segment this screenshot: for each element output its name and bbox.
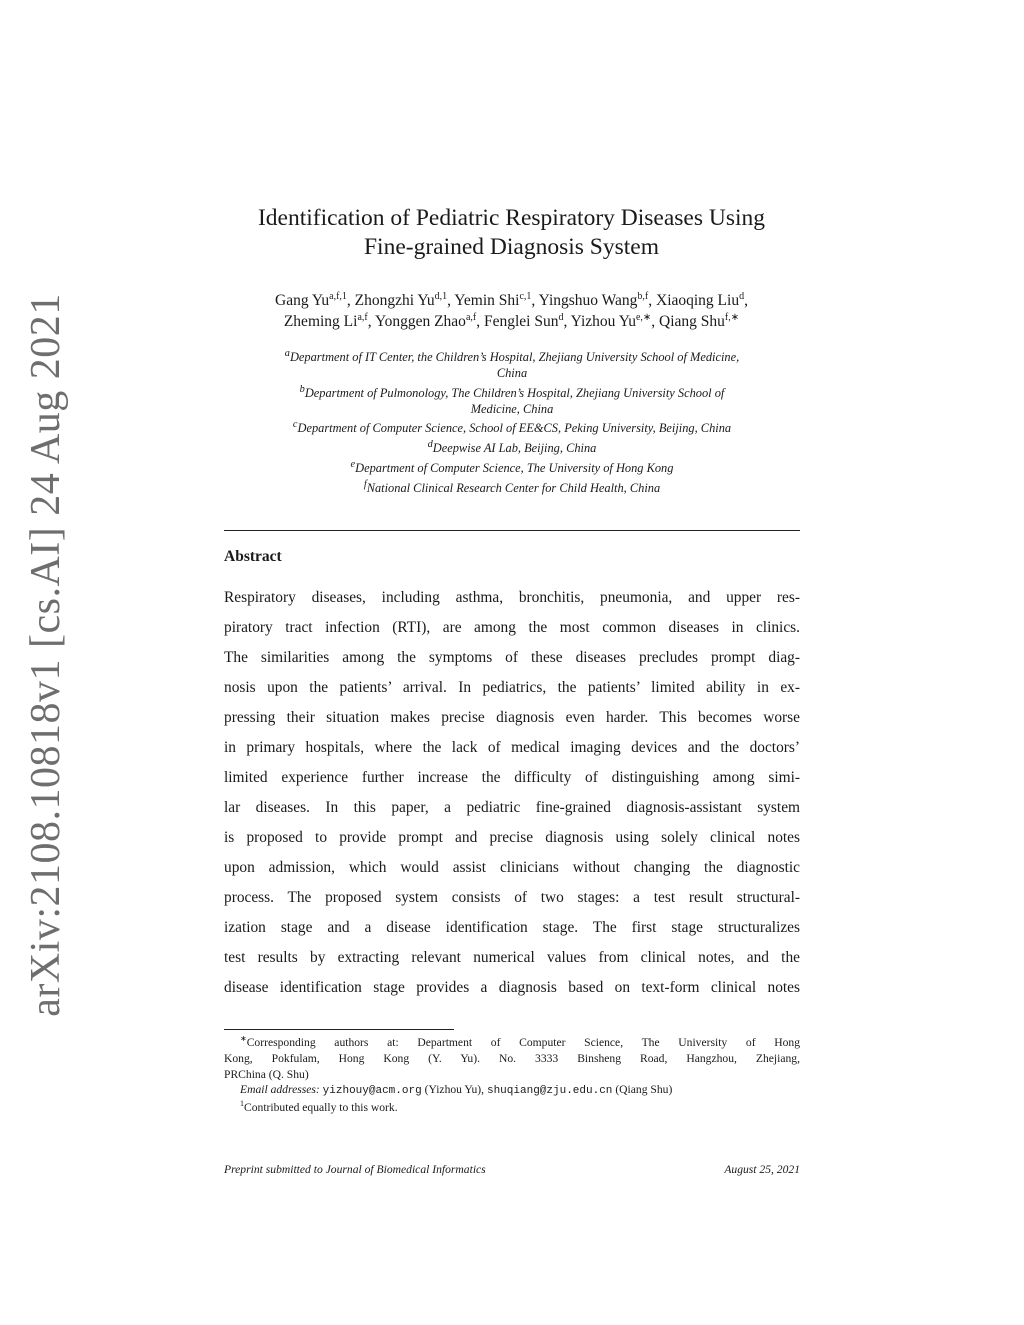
email-link-yizhou[interactable]: yizhouy@acm.org (322, 1085, 422, 1098)
affil-text: Department of Pulmonology, The Children’s Hospital, Zhejiang University School of (304, 385, 725, 400)
email-owner: (Yizhou Yu), (424, 1083, 485, 1097)
author-affil-sup: d (739, 290, 745, 302)
author-name: Yonggen Zhao (374, 313, 466, 330)
author-list (214, 290, 809, 332)
email-owner: (Qiang Shu) (615, 1083, 673, 1097)
author-name: Xiaoqing Liu (656, 292, 740, 309)
author-separator: , (651, 313, 660, 330)
affil-text: National Clinical Research Center for Child Health, China (366, 481, 661, 496)
author-affil-sup: a,f (465, 311, 477, 323)
abstract-line: The similarities among the symptoms of these diseases precludes prompt diag- (224, 649, 800, 666)
paper-title (224, 204, 799, 262)
abstract-line: process. The proposed system consists of two stages: a test result structural- (224, 889, 800, 906)
author-affil-sup: b,f (637, 290, 649, 302)
footnote-corresponding-cont: PRChina (Q. Shu) (224, 1067, 309, 1081)
abstract-line: test results by extracting relevant numerical values from clinical notes, and the (224, 949, 800, 966)
author-line-1 (214, 290, 809, 311)
affil-sup: f (363, 479, 367, 491)
abstract-line: pressing their situation makes precise diagnosis even harder. This becomes worse (224, 709, 800, 726)
author-line-2 (214, 311, 809, 332)
footnote-marker: 1 (240, 1099, 244, 1109)
affiliation-d (222, 437, 802, 457)
affil-sup: c (292, 419, 298, 431)
title-line-1: Identification of Pediatric Respiratory Diseases Using (257, 205, 766, 231)
author-affil-sup: a,f,1 (329, 290, 347, 302)
affiliation-f (222, 477, 802, 497)
affil-sup: b (299, 383, 305, 395)
author-separator: , (476, 313, 484, 330)
footer-date: August 25, 2021 (724, 1163, 800, 1176)
email-link-shuqiang[interactable]: shuqiang@zju.edu.cn (486, 1085, 613, 1098)
footnote-text: Corresponding authors at: Department of Computer Science, The University of Hong (246, 1036, 800, 1049)
abstract-line: limited experience further increase the difficulty of distinguishing among simi- (224, 769, 800, 786)
abstract-line: upon admission, which would assist clinicians without changing the diagnostic (224, 859, 800, 876)
affiliation-b-cont: Medicine, China (470, 401, 554, 416)
affiliation-a-cont: China (496, 365, 528, 380)
author-name: Zhongzhi Yu (354, 292, 435, 309)
abstract-line: Respiratory diseases, including asthma, bronchitis, pneumonia, and upper res- (224, 589, 800, 606)
affiliation-list (222, 346, 802, 497)
footnote-corresponding (224, 1035, 800, 1051)
abstract-body (224, 583, 800, 1003)
author-affil-sup: f,∗ (724, 311, 740, 323)
affil-sup: d (427, 439, 433, 451)
author-name: Gang Yu (275, 292, 330, 309)
footer-journal: Preprint submitted to Journal of Biomedical Informatics (224, 1163, 486, 1176)
footnote-email (224, 1082, 800, 1100)
author-name: Yizhou Yu (570, 313, 636, 330)
affiliation-e (222, 457, 802, 477)
affiliation-a (222, 346, 802, 366)
author-separator: , (744, 292, 748, 309)
author-separator: , (447, 292, 455, 309)
email-label: Email addresses: (240, 1083, 320, 1097)
abstract-line: disease identification stage provides a diagnosis based on text-form clinical notes (224, 979, 800, 996)
title-line-2: Fine-grained Diagnosis System (363, 234, 660, 260)
author-separator: , (648, 292, 656, 309)
footnote-corresponding-cont: Kong, Pokfulam, Hong Kong (Y. Yu). No. 3333 Binsheng Road, Hangzhou, Zhejiang, (224, 1051, 800, 1065)
author-affil-sup: c,1 (519, 290, 532, 302)
author-affil-sup: d (558, 311, 564, 323)
author-name: Zheming Li (283, 313, 358, 330)
abstract-line: in primary hospitals, where the lack of medical imaging devices and the doctors’ (224, 739, 800, 756)
affil-sup: a (284, 348, 290, 359)
arxiv-side-stamp (20, 293, 72, 1017)
footnote-text: Contributed equally to this work. (244, 1101, 398, 1115)
arxiv-identifier: arXiv:2108.10818v1 [cs.AI] 24 Aug 2021 (23, 293, 69, 1017)
affil-sup: e (350, 459, 356, 471)
author-name: Qiang Shu (659, 313, 725, 330)
author-separator: , (531, 292, 539, 309)
author-affil-sup: a,f (357, 311, 368, 323)
author-separator: , (346, 292, 355, 309)
abstract-line: ization stage and a disease identification stage. The first stage structuralizes (224, 919, 800, 936)
abstract-top-rule (224, 530, 800, 531)
author-affil-sup: d,1 (434, 290, 448, 302)
author-affil-sup: e,∗ (635, 311, 652, 323)
author-separator: , (563, 313, 571, 330)
affil-text: Department of Computer Science, School of EE&CS, Peking University, Beijing, China (297, 421, 732, 436)
affil-text: Deepwise AI Lab, Beijing, China (432, 441, 597, 456)
abstract-line: is proposed to provide prompt and precise diagnosis using solely clinical notes (224, 829, 800, 846)
author-name: Yemin Shi (454, 292, 520, 309)
affil-text: Department of Computer Science, The University of Hong Kong (355, 461, 674, 476)
footnote-marker: ∗ (240, 1034, 247, 1044)
author-name: Fenglei Sun (483, 313, 559, 330)
author-separator: , (367, 313, 375, 330)
footnote-equal-contribution (224, 1100, 800, 1116)
author-name: Yingshuo Wang (538, 292, 638, 309)
affiliation-b (222, 382, 802, 402)
footnote-rule (224, 1029, 454, 1030)
abstract-line: piratory tract infection (RTI), are among the most common diseases in clinics. (224, 619, 800, 636)
affiliation-c (222, 417, 802, 437)
affil-text: Department of IT Center, the Children’s Hospital, Zhejiang University School of Medicine, (289, 350, 740, 365)
abstract-line: lar diseases. In this paper, a pediatric fine-grained diagnosis-assistant system (224, 799, 800, 816)
abstract-line: nosis upon the patients’ arrival. In pediatrics, the patients’ limited ability in ex- (224, 679, 800, 696)
abstract-heading: Abstract (224, 548, 282, 565)
footnotes (224, 1035, 800, 1116)
